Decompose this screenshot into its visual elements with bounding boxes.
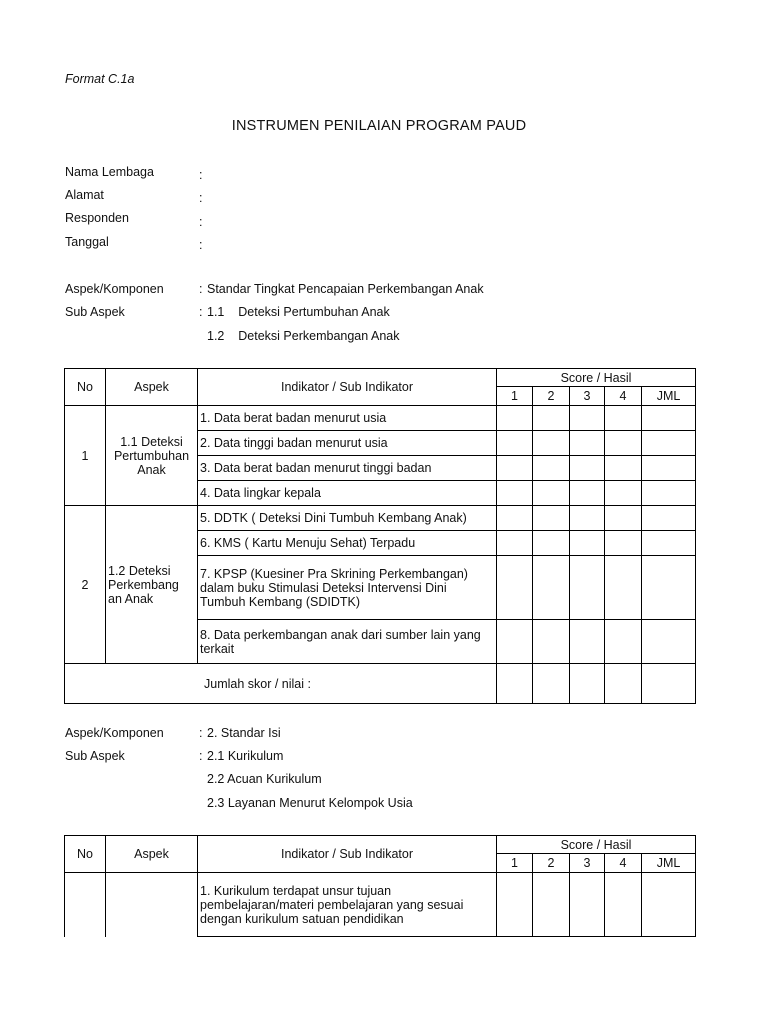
header-score-1: 1: [497, 387, 533, 406]
indikator-cell: 6. KMS ( Kartu Menuju Sehat) Terpadu: [198, 531, 497, 556]
jml-cell[interactable]: [642, 873, 696, 937]
score-cell[interactable]: [605, 620, 642, 664]
jml-cell[interactable]: [642, 456, 696, 481]
score-cell[interactable]: [533, 531, 570, 556]
score-cell[interactable]: [497, 873, 533, 937]
row-no: [65, 873, 106, 937]
score-cell[interactable]: [605, 556, 642, 620]
indikator-cell: 7. KPSP (Kuesiner Pra Skrining Perkembangan) dalam buku Stimulasi Deteksi Intervensi Dini Tumbuh Kembang (SDIDTK): [198, 556, 497, 620]
assessment-table-2: [64, 835, 696, 937]
score-cell[interactable]: [570, 431, 605, 456]
sub-aspek-label-2: Sub Aspek: [65, 749, 125, 763]
row-aspek: 1.1 Deteksi Pertumbuhan Anak: [106, 406, 198, 506]
aspek-komponen-colon-2: :: [199, 726, 203, 740]
total-label: Jumlah skor / nilai :: [65, 664, 497, 704]
row-no: 1: [65, 406, 106, 506]
alamat-colon: :: [199, 191, 203, 205]
tanggal-label: Tanggal: [65, 235, 109, 249]
indikator-cell: 3. Data berat badan menurut tinggi badan: [198, 456, 497, 481]
score-cell[interactable]: [497, 456, 533, 481]
nama-lembaga-colon: :: [199, 168, 203, 182]
score-cell[interactable]: [605, 431, 642, 456]
score-cell[interactable]: [497, 431, 533, 456]
header-score-3: 3: [570, 387, 605, 406]
score-cell[interactable]: [570, 481, 605, 506]
sub-aspek-label-1: Sub Aspek: [65, 305, 125, 319]
score-cell[interactable]: [533, 481, 570, 506]
header-no: No: [65, 836, 106, 873]
sub-aspek-colon-1: :: [199, 305, 203, 319]
score-cell[interactable]: [533, 406, 570, 431]
score-cell[interactable]: [533, 431, 570, 456]
indikator-cell: 5. DDTK ( Deteksi Dini Tumbuh Kembang Anak): [198, 506, 497, 531]
score-cell[interactable]: [605, 531, 642, 556]
table-row: [65, 406, 696, 431]
sub-aspek-item-2-1: 2.1 Kurikulum: [207, 749, 284, 763]
header-score-2: 2: [533, 387, 570, 406]
tanggal-colon: :: [199, 238, 203, 252]
format-label: Format C.1a: [65, 72, 135, 86]
assessment-table-1: [64, 368, 696, 704]
row-aspek: [106, 873, 198, 937]
indikator-cell: 1. Kurikulum terdapat unsur tujuan pembelajaran/materi pembelajaran yang sesuai dengan kurikulum satuan pendidikan: [198, 873, 497, 937]
header-score-3: 3: [570, 854, 605, 873]
score-cell[interactable]: [605, 481, 642, 506]
score-cell[interactable]: [497, 506, 533, 531]
score-cell[interactable]: [497, 406, 533, 431]
header-score-jml: JML: [642, 387, 696, 406]
score-cell[interactable]: [570, 456, 605, 481]
sub-aspek-item-2-2: 2.2 Acuan Kurikulum: [207, 772, 322, 786]
indikator-cell: 4. Data lingkar kepala: [198, 481, 497, 506]
header-no: No: [65, 369, 106, 406]
aspek-komponen-label-2: Aspek/Komponen: [65, 726, 164, 740]
score-cell[interactable]: [533, 556, 570, 620]
nama-lembaga-label: Nama Lembaga: [65, 165, 154, 179]
sub-aspek-colon-2: :: [199, 749, 203, 763]
header-score-2: 2: [533, 854, 570, 873]
header-indikator: Indikator / Sub Indikator: [198, 369, 497, 406]
score-cell[interactable]: [570, 506, 605, 531]
document-title: INSTRUMEN PENILAIAN PROGRAM PAUD: [231, 118, 527, 134]
score-cell[interactable]: [533, 873, 570, 937]
score-cell[interactable]: [497, 664, 533, 704]
jml-cell[interactable]: [642, 664, 696, 704]
aspek-komponen-colon-1: :: [199, 282, 203, 296]
aspek-komponen-label-1: Aspek/Komponen: [65, 282, 164, 296]
table-row: [65, 873, 696, 937]
header-indikator: Indikator / Sub Indikator: [198, 836, 497, 873]
responden-colon: :: [199, 215, 203, 229]
score-cell[interactable]: [497, 531, 533, 556]
header-score-jml: JML: [642, 854, 696, 873]
score-cell[interactable]: [533, 620, 570, 664]
indikator-cell: 2. Data tinggi badan menurut usia: [198, 431, 497, 456]
header-score-1: 1: [497, 854, 533, 873]
header-score-4: 4: [605, 854, 642, 873]
aspek-komponen-value-2: 2. Standar Isi: [207, 726, 281, 740]
score-cell[interactable]: [605, 873, 642, 937]
indikator-cell: 8. Data perkembangan anak dari sumber lain yang terkait: [198, 620, 497, 664]
score-cell[interactable]: [570, 531, 605, 556]
indikator-cell: 1. Data berat badan menurut usia: [198, 406, 497, 431]
header-aspek: Aspek: [106, 836, 198, 873]
responden-label: Responden: [65, 211, 129, 225]
table-row: [65, 506, 696, 531]
score-cell[interactable]: [605, 456, 642, 481]
jml-cell[interactable]: [642, 481, 696, 506]
row-aspek: 1.2 Deteksi Perkembang an Anak: [106, 506, 198, 664]
score-cell[interactable]: [533, 664, 570, 704]
jml-cell[interactable]: [642, 620, 696, 664]
jml-cell[interactable]: [642, 506, 696, 531]
jml-cell[interactable]: [642, 431, 696, 456]
sub-aspek-item-1-1: 1.1 Deteksi Pertumbuhan Anak: [207, 305, 390, 319]
score-cell[interactable]: [570, 664, 605, 704]
jml-cell[interactable]: [642, 406, 696, 431]
score-cell[interactable]: [497, 620, 533, 664]
score-cell[interactable]: [570, 873, 605, 937]
header-score: Score / Hasil: [497, 836, 696, 854]
score-cell[interactable]: [605, 664, 642, 704]
jml-cell[interactable]: [642, 531, 696, 556]
score-cell[interactable]: [605, 406, 642, 431]
header-aspek: Aspek: [106, 369, 198, 406]
row-no: 2: [65, 506, 106, 664]
score-cell[interactable]: [605, 506, 642, 531]
header-score: Score / Hasil: [497, 369, 696, 387]
score-cell[interactable]: [497, 556, 533, 620]
score-cell[interactable]: [570, 556, 605, 620]
alamat-label: Alamat: [65, 188, 104, 202]
score-cell[interactable]: [533, 456, 570, 481]
score-cell[interactable]: [497, 481, 533, 506]
score-cell[interactable]: [570, 620, 605, 664]
sub-aspek-item-2-3: 2.3 Layanan Menurut Kelompok Usia: [207, 796, 413, 810]
score-cell[interactable]: [570, 406, 605, 431]
sub-aspek-item-1-2: 1.2 Deteksi Perkembangan Anak: [207, 329, 400, 343]
aspek-komponen-value-1: Standar Tingkat Pencapaian Perkembangan Anak: [207, 282, 484, 296]
score-cell[interactable]: [533, 506, 570, 531]
header-score-4: 4: [605, 387, 642, 406]
jml-cell[interactable]: [642, 556, 696, 620]
total-row: [65, 664, 696, 704]
